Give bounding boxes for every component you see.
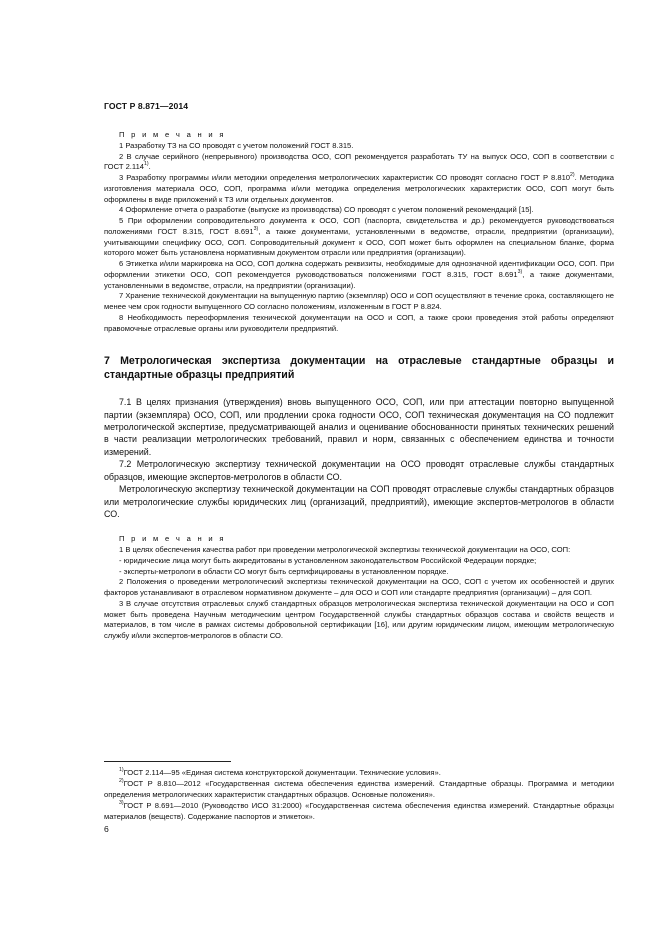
page-content xyxy=(104,130,614,642)
note-2-end: . xyxy=(148,162,151,172)
footnote-ref-3: 3) xyxy=(253,225,259,232)
paragraph-7-2: 7.2 Метрологическую экспертизу технической документации на ОСО проводят отраслевые службы стандартных образцов, имеющие экспертов-метрологов в области СО. xyxy=(104,459,614,482)
page-number: 6 xyxy=(104,824,109,834)
paragraph-7-2-cont: Метрологическую экспертизу технической документации на СОП проводят отраслевые службы стандартных образцов или метрологические службы юридических лиц (организаций, предприятий), имеющие экспертов-метрологов в области СО. xyxy=(104,484,614,519)
footnote-ref-2: 2) xyxy=(570,172,575,178)
note-6 xyxy=(104,259,614,291)
document-code-header: ГОСТ Р 8.871—2014 xyxy=(104,101,189,111)
note-3: 3 В случае отсутствия отраслевых служб стандартных образцов метрологическая экспертиза технической документации на ОСО и СОП может быть проведена Научным методическим центром Государственной службы стандартных образцов состава и свойств веществ и материалов, в том числе в рамках системы добровольной сертификации [16], или другим юридическим лицом, имеющим метрологическую службу и/или экспертов-метрологов в области СО. xyxy=(104,598,614,641)
notes-title: П р и м е ч а н и я xyxy=(119,130,226,139)
note-5-text-a: 5 При оформлении сопроводительного документа к ОСО, СОП (паспорта, свидетельства и др.) рекомендуется руководствоваться положениями ГОСТ 8.315, ГОСТ 8.691 xyxy=(104,216,614,236)
footnote-3 xyxy=(104,800,614,822)
notes-title: П р и м е ч а н и я xyxy=(119,534,226,544)
note-1: 1 Разработку ТЗ на СО проводят с учетом положений ГОСТ 8.315. xyxy=(119,140,354,150)
note-2-text: 2 В случае серийного (непрерывного) производства ОСО, СОП рекомендуется разработать ТУ на выпуск ОСО, СОП в соответствии с ГОСТ 2.114 xyxy=(104,151,614,172)
note-5 xyxy=(104,216,614,259)
note-2 xyxy=(104,152,614,174)
note-5-text-b: , а также документами, установленными в ведомстве, отрасли, предприятии (организации), учитывающими специфику ОСО, СОП. Сопроводительный документ к ОСО, СОП может быть оформлен на специальном бланке, форма которого может быть установлена нормативным документом отрасли или предприятия (организации). xyxy=(104,226,614,258)
footnote-3-text: ГОСТ Р 8.691—2010 (Руководство ИСО 31:2000) «Государственная система обеспечения единства измерений. Стандартные образцы материалов (веществ). Содержание паспортов и этикеток». xyxy=(104,801,614,822)
footnotes xyxy=(104,767,614,822)
note-1-dash-1: - юридические лица могут быть аккредитованы в установленном законодательством Российской Федерации порядке; xyxy=(119,555,537,565)
note-6-text-a: 6 Этикетка и/или маркировка на ОСО, СОП должна содержать реквизиты, необходимые для однозначной идентификации ОСО, СОП. При оформлении этикетки ОСО, СОП рекомендуется руководствоваться положениями ГОСТ 8.315, ГОСТ 8.691 xyxy=(104,259,614,279)
section-7-body xyxy=(104,396,614,520)
paragraph-7-1: 7.1 В целях признания (утверждения) вновь выпущенного ОСО, СОП, или при аттестации повторно выпущенной партии (экземпляра) ОСО, СОП, или продлении срока годности ОСО, СОП техническая документация на СО подлежит метрологической экспертизе, предусматривающей анализ и оценивание обоснованности принятых технических решений в части реализации метрологических требований, правил и норм, связанных с обеспечением единства и точности измерений. xyxy=(104,397,614,457)
note-4: 4 Оформление отчета о разработке (выпуске из производства) СО проводят с учетом положений рекомендаций [15]. xyxy=(119,205,534,215)
footnote-mark-3: 3) xyxy=(119,800,124,807)
note-1-dash-2: - эксперты-метрологи в области СО могут быть сертифицированы в установленном порядке. xyxy=(119,566,449,576)
footnote-2 xyxy=(104,778,614,800)
note-3 xyxy=(104,173,614,205)
note-8: 8 Необходимость переоформления технической документации на ОСО и СОП, а также сроки проведения этой работы определяют правомочные отраслевые органы или руководители предприятий. xyxy=(104,312,614,333)
notes-block-2 xyxy=(104,534,614,642)
note-3-text-b: . Методика изготовления материала ОСО, СОП, программа и/или методика определения метрологических характеристик ОСО, СОП могут быть оформлены в виде приложений к ТЗ или отдельных документов. xyxy=(104,173,614,204)
note-2: 2 Положения о проведении метрологический экспертизы технической документации на ОСО, СОП с учетом их особенностей и других факторов устанавливают в отраслевом нормативном документе – для ОСО и СОП или стандарте предприятия (организации) – для СОП. xyxy=(104,577,614,598)
footnote-1 xyxy=(104,767,614,778)
footnote-separator xyxy=(104,761,231,762)
note-6-text-b: , а также документами, установленными в ведомстве, отрасли, на предприятии (организации). xyxy=(104,269,614,290)
footnote-mark-1: 1) xyxy=(119,767,124,773)
footnote-2-text: ГОСТ Р 8.810—2012 «Государственная система обеспечения единства измерений. Стандартные образцы. Программа и методики определения метрологических характеристик стандартных образцов. Основные положения». xyxy=(104,779,614,800)
notes-block-1 xyxy=(104,130,614,334)
section-7-heading: 7 Метрологическая экспертиза документации на отраслевые стандартные образцы и стандартные образцы предприятий xyxy=(104,355,614,382)
note-3-text-a: 3 Разработку программы и/или методики определения метрологических характеристик СО проводят согласно ГОСТ Р 8.810 xyxy=(119,173,571,182)
note-7: 7 Хранение технической документации на выпущенную партию (экземпляр) ОСО и СОП осуществляют в течение срока, составляющего не менее чем срок годности выпущенного СО согласно положениям, изложенным в ГОСТ Р 8.824. xyxy=(104,291,614,311)
footnote-mark-2: 2) xyxy=(119,778,124,785)
footnote-ref-1: 1) xyxy=(144,161,149,168)
footnote-ref-3b: 3) xyxy=(517,268,523,275)
footnote-1-text: ГОСТ 2.114—95 «Единая система конструкторской документации. Технические условия». xyxy=(123,768,441,777)
note-1: 1 В целях обеспечения качества работ при проведении метрологической экспертизы технической документации на ОСО, СОП: xyxy=(119,545,571,555)
